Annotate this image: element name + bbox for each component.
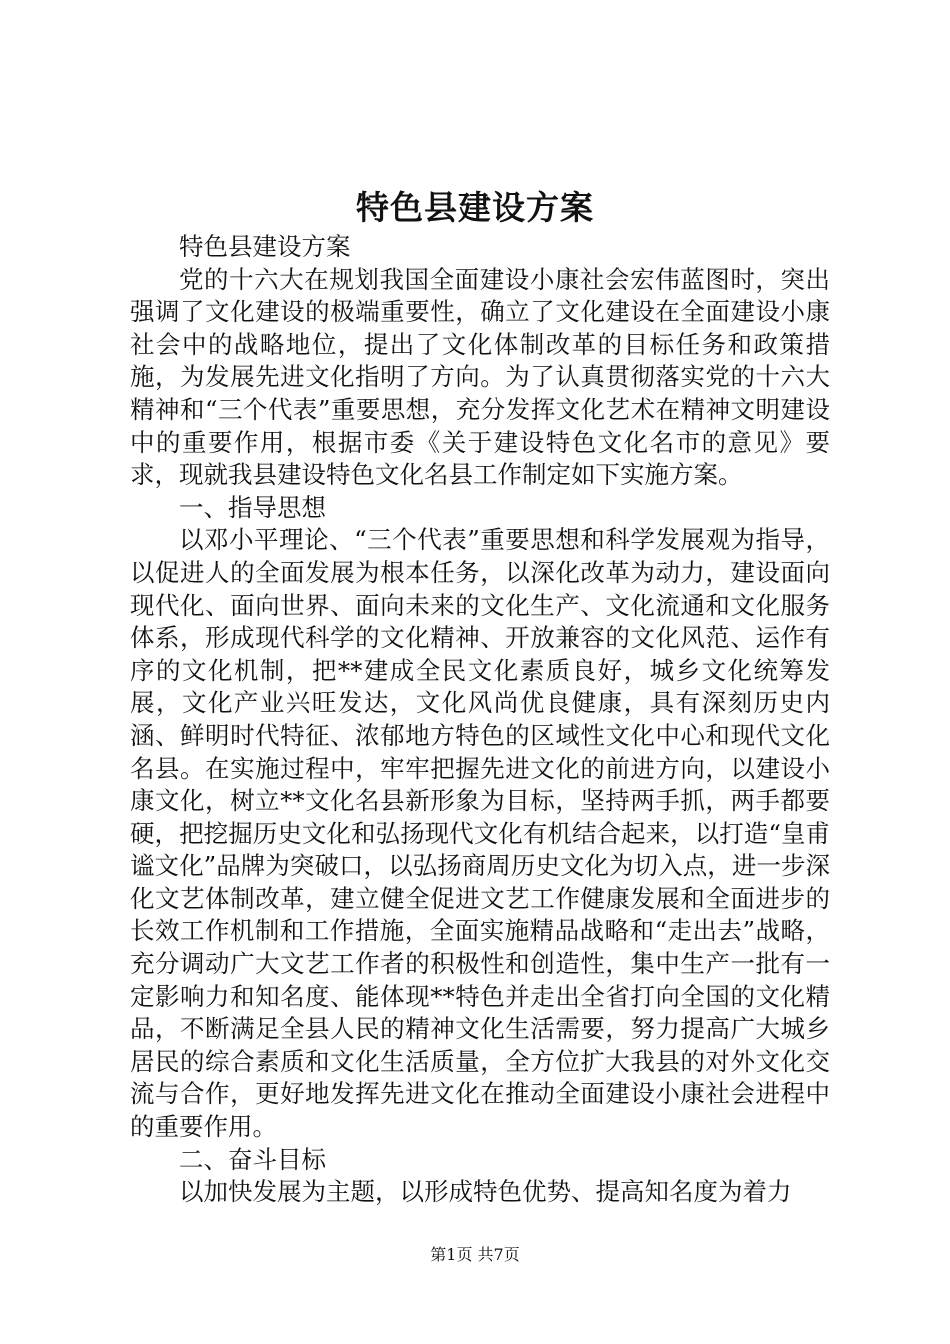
paragraph-guiding-ideology: 以邓小平理论、“三个代表”重要思想和科学发展观为指导，以促进人的全面发展为根本任务，以深化改革为动力，建设面向现代化、面向世界、面向未来的文化生产、文化流通和文化服务体系，形成现代科学的文化精神、开放兼容的文化风范、运作有序的文化机制，把**建成全民文化素质良好，城乡文化统筹发展，文化产业兴旺发达，文化风尚优良健康，具有深刻历史内涵、鲜明时代特征、浓郁地方特色的区域性文化中心和现代文化名县。在实施过程中，牢牢把握先进文化的前进方向，以建设小康文化，树立**文化名县新形象为目标，坚持两手抓，两手都要硬，把挖掘历史文化和弘扬现代文化有机结合起来，以打造“皇甫谧文化”品牌为突破口，以弘扬商周历史文化为切入点，进一步深化文艺体制改革，建立健全促进文艺工作健康发展和全面进步的长效工作机制和工作措施，全面实施精品战略和“走出去”战略，充分调动广大文艺工作者的积极性和创造性，集中生产一批有一定影响力和知名度、能体现**特色并走出全省打向全国的文化精品，不断满足全县人民的精神文化生活需要，努力提高广大城乡居民的综合素质和文化生活质量，全方位扩大我县的对外文化交流与合作，更好地发挥先进文化在推动全面建设小康社会进程中的重要作用。 xyxy=(130,525,830,1142)
paragraph-goals: 以加快发展为主题，以形成特色优势、提高知名度为着力 xyxy=(179,1177,792,1207)
page-footer: 第1页 共7页 xyxy=(430,1245,520,1264)
paragraph-subtitle: 特色县建设方案 xyxy=(179,232,351,261)
paragraph-intro: 党的十六大在规划我国全面建设小康社会宏伟蓝图时，突出强调了文化建设的极端重要性，确立了文化建设在全面建设小康社会中的战略地位，提出了文化体制改革的目标任务和政策措施，为发展先进文化指明了方向。为了认真贯彻落实党的十六大精神和“三个代表”重要思想，充分发挥文化艺术在精神文明建设中的重要作用，根据市委《关于建设特色文化名市的意见》要求，现就我县建设特色文化名县工作制定如下实施方案。 xyxy=(130,264,830,490)
document-body xyxy=(130,231,830,1209)
document-title: 特色县建设方案 xyxy=(356,188,594,227)
section-heading-goals: 二、奋斗目标 xyxy=(179,1144,326,1174)
section-heading-guiding-ideology: 一、指导思想 xyxy=(179,492,326,522)
